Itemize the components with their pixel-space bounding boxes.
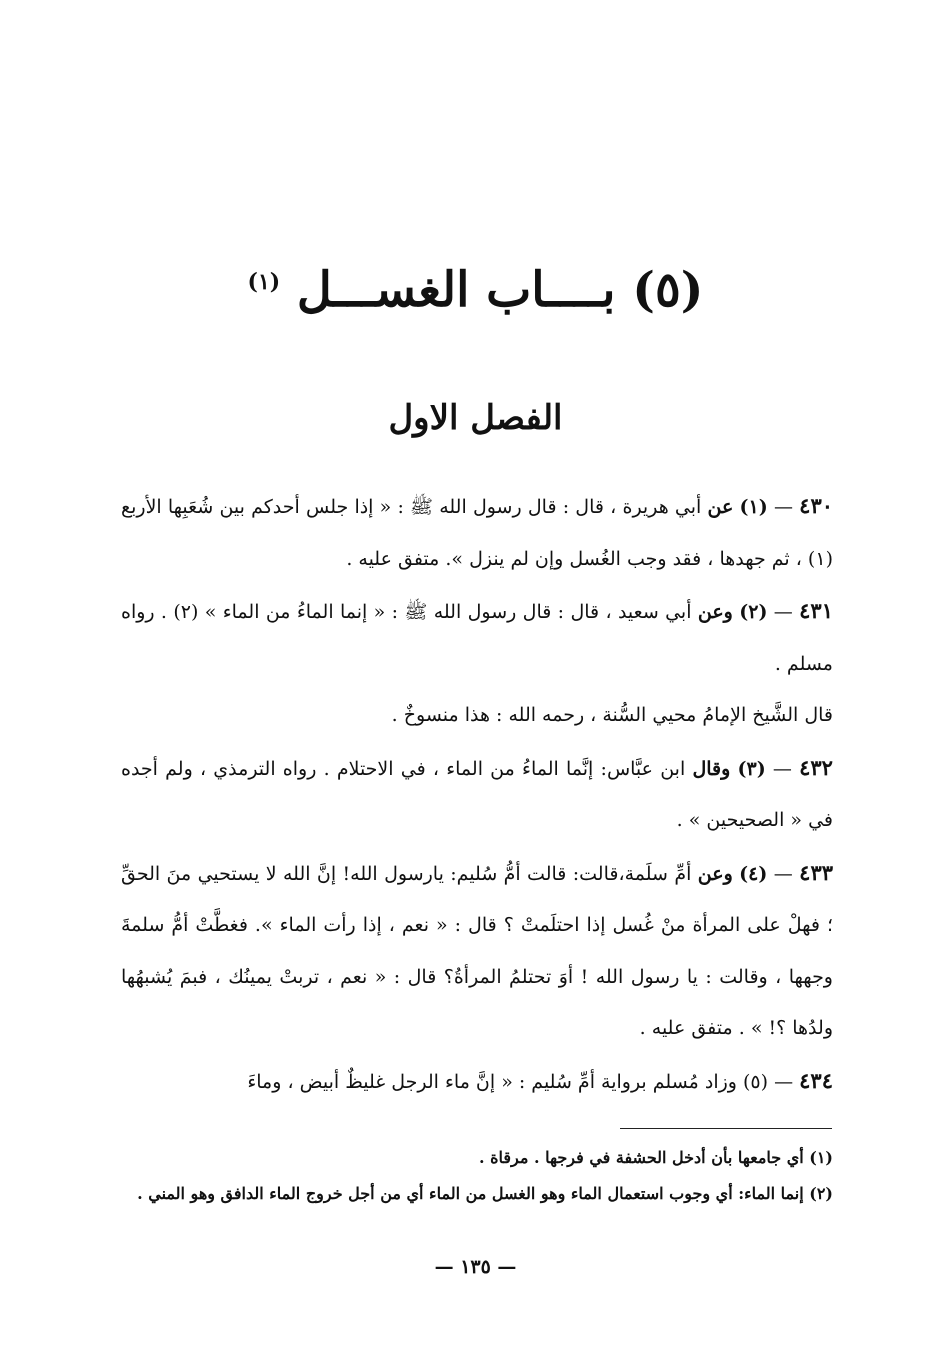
hadith-narrator-prefix: وقال <box>692 757 731 780</box>
hadith-text: أبي هريرة ، قال : قال رسول الله ﷺ : « إذا جلس أحدكم بين شُعَبِها الأربع (١) ، ثم جهدها ، فقد وجب الغُسل وإن لم ينزل ». متفق عليه . <box>121 496 833 570</box>
chapter-title <box>0 262 951 318</box>
hadith-432: ٤٣٢ — (٣) وقال ابن عبَّاس: إنَّما الماءُ من الماء ، في الاحتلام . رواه الترمذي ، ولم أجده في « الصحيحين » . <box>121 754 833 831</box>
hadith-433: ٤٣٣ — (٤) وعن أمِّ سلَمة،قالت: قالت أمُّ سُليم: يارسول الله! إنَّ الله لا يستحيي منَ الحقِّ ؛ فهلْ على المرأة منْ غُسل إذا احتلَمتْ ؟ قال : « نعم ، إذا رأت الماء ». فغطَّتْ أمُّ سلمةَ وجهها ، وقالت : يا رسول الله ! أوَ تحتلمُ المرأةُ؟ قال : « نعم ، تربتْ يمينُك ، فبمَ يُشبهُها ولدُها ؟! » . متفق عليه . <box>121 859 834 1039</box>
chapter-title-text: (٥) بــــاب الغســـل <box>296 262 704 318</box>
hadith-number: ٤٣٣ <box>799 859 834 885</box>
hadith-body <box>121 480 833 1108</box>
footnote-1: (١) أي جامعها بأن أدخل الحشفة في فرجها . مرقاة . <box>478 1148 833 1167</box>
hadith-narrator-prefix: وعن <box>697 862 733 885</box>
hadith-number: ٤٣٤ <box>799 1067 833 1093</box>
footnotes <box>121 1140 833 1212</box>
hadith-434: ٤٣٤ — (٥) وزاد مُسلم برواية أمِّ سُليم : « إنَّ ماء الرجل غليظٌ أبيض ، وماءَ <box>247 1067 833 1093</box>
footnote-divider <box>620 1128 832 1129</box>
hadith-number: ٤٣٠ <box>799 493 834 518</box>
hadith-text: أمِّ سلَمة،قالت: قالت أمُّ سُليم: يارسول الله! إنَّ الله لا يستحيي منَ الحقِّ ؛ فهلْ على المرأة منْ غُسل إذا احتلَمتْ ؟ قال : « نعم ، إذا رأت الماء ». فغطَّتْ أمُّ سلمةَ وجهها ، وقالت : يا رسول الله ! أوَ تحتلمُ المرأةُ؟ قال : « نعم ، تربتْ يمينُك ، فبمَ يُشبهُها ولدُها ؟! » . متفق عليه . <box>121 862 833 1039</box>
hadith-number: ٤٣١ <box>799 598 833 623</box>
chapter-footnote-mark: (١) <box>247 269 281 295</box>
hadith-sub-number: (٤) <box>739 862 768 885</box>
hadith-text: ابن عبَّاس: إنَّما الماءُ من الماء ، في الاحتلام . رواه الترمذي ، ولم أجده في « الصحيحين » . <box>121 757 833 831</box>
page-number: — ١٣٥ — <box>434 1256 517 1278</box>
hadith-narrator-prefix: وعن <box>697 601 733 623</box>
commentary-text: قال الشَّيخ الإمامُ محيي السُّنة ، رحمه الله : هذا منسوخٌ . <box>391 704 833 726</box>
hadith-430: ٤٣٠ — (١) عن أبي هريرة ، قال : قال رسول الله ﷺ : « إذا جلس أحدكم بين شُعَبِها الأربع (١) ، ثم جهدها ، فقد وجب الغُسل وإن لم ينزل ». متفق عليه . <box>121 493 834 570</box>
hadith-sub-number: (٣) <box>737 757 766 780</box>
hadith-text: أبي سعيد ، قال : قال رسول الله ﷺ : « إنما الماءُ من الماء » (٢) . رواه مسلم . <box>121 601 833 675</box>
hadith-sub-number: (١) <box>739 496 768 518</box>
hadith-narrator-prefix: عن <box>707 496 734 518</box>
section-title: الفصل الاول <box>388 398 563 438</box>
hadith-431: ٤٣١ — (٢) وعن أبي سعيد ، قال : قال رسول الله ﷺ : « إنما الماءُ من الماء » (٢) . رواه مسلم . <box>121 598 833 675</box>
footnote-2: (٢) إنما الماء: أي وجوب استعمال الماء وهو الغسل من الماء أي من أجل خروج الماء الدافق وهو المني . <box>137 1184 833 1203</box>
commentary-note <box>121 690 833 742</box>
hadith-sub-number: (٢) <box>739 601 768 623</box>
hadith-number: ٤٣٢ <box>799 754 833 780</box>
hadith-text: وزاد مُسلم برواية أمِّ سُليم : « إنَّ ماء الرجل غليظٌ أبيض ، وماءَ <box>247 1070 737 1093</box>
hadith-sub-number: (٥) <box>743 1070 769 1093</box>
